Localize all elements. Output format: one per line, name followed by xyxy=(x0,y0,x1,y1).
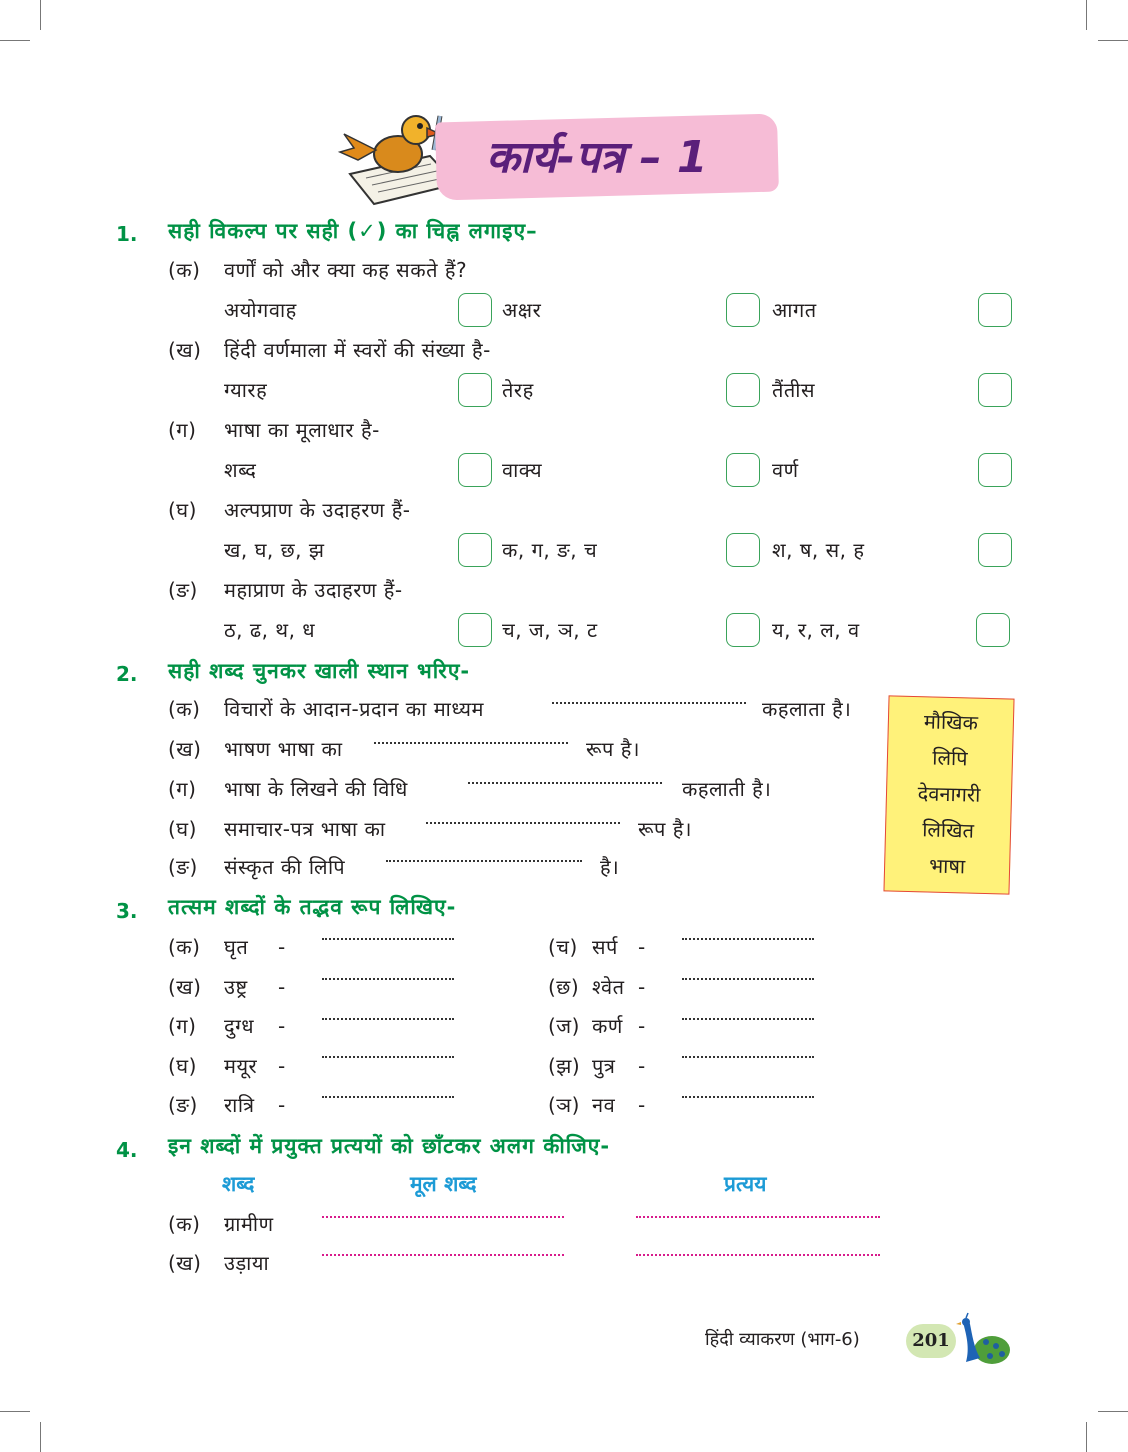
checkbox[interactable] xyxy=(458,613,492,647)
crop-mark xyxy=(1086,1422,1087,1452)
option-text: वर्ण xyxy=(772,458,799,482)
answer-blank[interactable] xyxy=(682,1018,814,1020)
item-text-before: संस्कृत की लिपि xyxy=(224,855,346,879)
option-text: ठ, ढ, थ, ध xyxy=(224,618,316,642)
item-question: भाषा का मूलाधार है- xyxy=(224,418,380,442)
item-label: (झ) xyxy=(548,1054,581,1078)
item-question: वर्णों को और क्या कह सकते हैं? xyxy=(224,258,468,282)
suffix-blank[interactable] xyxy=(636,1216,880,1218)
option-text: च, ज, ञ, ट xyxy=(502,618,598,642)
checkbox[interactable] xyxy=(978,533,1012,567)
question-heading: तत्सम शब्दों के तद्भव रूप लिखिए- xyxy=(168,895,457,919)
answer-blank[interactable] xyxy=(322,938,454,940)
item-label: (घ) xyxy=(168,1054,197,1078)
item-text-after: कहलाता है। xyxy=(762,697,852,721)
crop-mark xyxy=(0,40,30,41)
item-label: (ख) xyxy=(168,1251,202,1275)
suffix-blank[interactable] xyxy=(636,1254,880,1256)
item-label: (ख) xyxy=(168,338,202,362)
answer-blank[interactable] xyxy=(682,1096,814,1098)
checkbox[interactable] xyxy=(458,453,492,487)
item-label: (क) xyxy=(168,935,201,959)
checkbox[interactable] xyxy=(726,373,760,407)
tatsam-word: घृत xyxy=(224,935,249,959)
item-label: (घ) xyxy=(168,498,197,522)
item-text-after: है। xyxy=(600,855,620,879)
item-label: (क) xyxy=(168,697,201,721)
option-text: तैंतीस xyxy=(772,378,815,402)
item-label: (ग) xyxy=(168,418,197,442)
item-label: (क) xyxy=(168,258,201,282)
root-word-blank[interactable] xyxy=(322,1254,564,1256)
item-label: (क) xyxy=(168,1212,201,1236)
dash: - xyxy=(638,935,646,959)
item-label: (ख) xyxy=(168,975,202,999)
tatsam-word: दुग्ध xyxy=(224,1014,255,1038)
page-title: कार्य-पत्र – 1 xyxy=(486,132,708,183)
item-label: (ग) xyxy=(168,777,197,801)
dash: - xyxy=(638,1054,646,1078)
option-text: य, र, ल, व xyxy=(772,618,860,642)
item-text-after: कहलाती है। xyxy=(682,777,772,801)
option-text: क, ग, ङ, च xyxy=(502,538,598,562)
option-text: श, ष, स, ह xyxy=(772,538,865,562)
tatsam-word: सर्प xyxy=(592,935,618,959)
answer-blank[interactable] xyxy=(682,938,814,940)
crop-mark xyxy=(40,1422,41,1452)
option-text: ख, घ, छ, झ xyxy=(224,538,325,562)
item-label: (घ) xyxy=(168,817,197,841)
answer-blank[interactable] xyxy=(374,742,568,744)
item-text-before: विचारों के आदान-प्रदान का माध्यम xyxy=(224,697,484,721)
checkbox[interactable] xyxy=(458,293,492,327)
dash: - xyxy=(278,935,286,959)
answer-blank[interactable] xyxy=(426,822,620,824)
question-number: 2. xyxy=(116,662,138,686)
checkbox[interactable] xyxy=(458,533,492,567)
option-text: अयोगवाह xyxy=(224,298,297,322)
checkbox[interactable] xyxy=(978,293,1012,327)
answer-blank[interactable] xyxy=(322,1096,454,1098)
item-label: (ङ) xyxy=(168,578,198,602)
root-word-blank[interactable] xyxy=(322,1216,564,1218)
checkbox[interactable] xyxy=(976,613,1010,647)
dash: - xyxy=(278,975,286,999)
question-heading: सही शब्द चुनकर खाली स्थान भरिए- xyxy=(168,659,471,683)
word-bank-word: लिखित xyxy=(921,817,975,843)
column-header-root-word: मूल शब्द xyxy=(410,1172,477,1196)
tatsam-word: रात्रि xyxy=(224,1093,255,1117)
tatsam-word: पुत्र xyxy=(592,1054,616,1078)
item-label: (छ) xyxy=(548,975,580,999)
crop-mark xyxy=(1098,1411,1128,1412)
dash: - xyxy=(638,1014,646,1038)
answer-blank[interactable] xyxy=(322,1056,454,1058)
checkbox[interactable] xyxy=(726,453,760,487)
word-bank-note xyxy=(883,695,1014,894)
dash: - xyxy=(638,975,646,999)
item-label: (ख) xyxy=(168,737,202,761)
answer-blank[interactable] xyxy=(682,978,814,980)
question-heading: सही विकल्प पर सही (✓) का चिह्न लगाइए– xyxy=(168,219,538,243)
question-number: 4. xyxy=(116,1138,138,1162)
item-text-before: भाषण भाषा का xyxy=(224,737,343,761)
tatsam-word: मयूर xyxy=(224,1054,258,1078)
word-bank-word: देवनागरी xyxy=(917,781,981,807)
dash: - xyxy=(278,1054,286,1078)
row-word: ग्रामीण xyxy=(224,1212,274,1236)
question-heading: इन शब्दों में प्रयुक्त प्रत्ययों को छाँटकर अलग कीजिए- xyxy=(168,1134,611,1158)
item-label: (ङ) xyxy=(168,1093,198,1117)
checkbox[interactable] xyxy=(726,293,760,327)
answer-blank[interactable] xyxy=(322,1018,454,1020)
row-word: उड़ाया xyxy=(224,1251,270,1275)
item-text-before: भाषा के लिखने की विधि xyxy=(224,777,408,801)
question-number: 1. xyxy=(116,222,138,246)
answer-blank[interactable] xyxy=(322,978,454,980)
dash: - xyxy=(278,1093,286,1117)
word-bank-word: मौखिक xyxy=(923,709,979,735)
option-text: वाक्य xyxy=(502,458,543,482)
checkbox[interactable] xyxy=(726,533,760,567)
tatsam-word: उष्ट्र xyxy=(224,975,248,999)
checkbox[interactable] xyxy=(726,613,760,647)
item-label: (ञ) xyxy=(548,1093,580,1117)
crop-mark xyxy=(1086,0,1087,30)
option-text: आगत xyxy=(772,298,817,322)
item-text-before: समाचार-पत्र भाषा का xyxy=(224,817,386,841)
peacock-icon xyxy=(952,1312,1012,1368)
checkbox[interactable] xyxy=(978,453,1012,487)
crop-mark xyxy=(40,0,41,30)
item-text-after: रूप है। xyxy=(638,817,692,841)
word-bank-word: लिपि xyxy=(932,745,968,771)
item-label: (च) xyxy=(548,935,578,959)
word-bank-word: भाषा xyxy=(928,853,966,879)
checkbox[interactable] xyxy=(458,373,492,407)
tatsam-word: कर्ण xyxy=(592,1014,623,1038)
option-text: शब्द xyxy=(224,458,257,482)
answer-blank[interactable] xyxy=(682,1056,814,1058)
item-question: हिंदी वर्णमाला में स्वरों की संख्या है- xyxy=(224,338,491,362)
dash: - xyxy=(278,1014,286,1038)
item-question: अल्पप्राण के उदाहरण हैं- xyxy=(224,498,411,522)
item-question: महाप्राण के उदाहरण हैं- xyxy=(224,578,403,602)
item-label: (ङ) xyxy=(168,855,198,879)
checkbox[interactable] xyxy=(978,373,1012,407)
answer-blank[interactable] xyxy=(552,702,746,704)
crop-mark xyxy=(0,1411,30,1412)
dash: - xyxy=(638,1093,646,1117)
tatsam-word: श्वेत xyxy=(592,975,625,999)
option-text: तेरह xyxy=(502,378,534,402)
item-label: (ग) xyxy=(168,1014,197,1038)
option-text: ग्यारह xyxy=(224,378,268,402)
item-text-after: रूप है। xyxy=(586,737,640,761)
column-header-suffix: प्रत्यय xyxy=(724,1172,767,1196)
page-number: 201 xyxy=(906,1324,956,1358)
option-text: अक्षर xyxy=(502,298,542,322)
book-title: हिंदी व्याकरण (भाग-6) xyxy=(705,1329,860,1350)
question-number: 3. xyxy=(116,899,138,923)
answer-blank[interactable] xyxy=(386,860,582,862)
crop-mark xyxy=(1098,40,1128,41)
answer-blank[interactable] xyxy=(468,782,662,784)
column-header-word: शब्द xyxy=(222,1172,255,1196)
tatsam-word: नव xyxy=(592,1093,616,1117)
item-label: (ज) xyxy=(548,1014,580,1038)
